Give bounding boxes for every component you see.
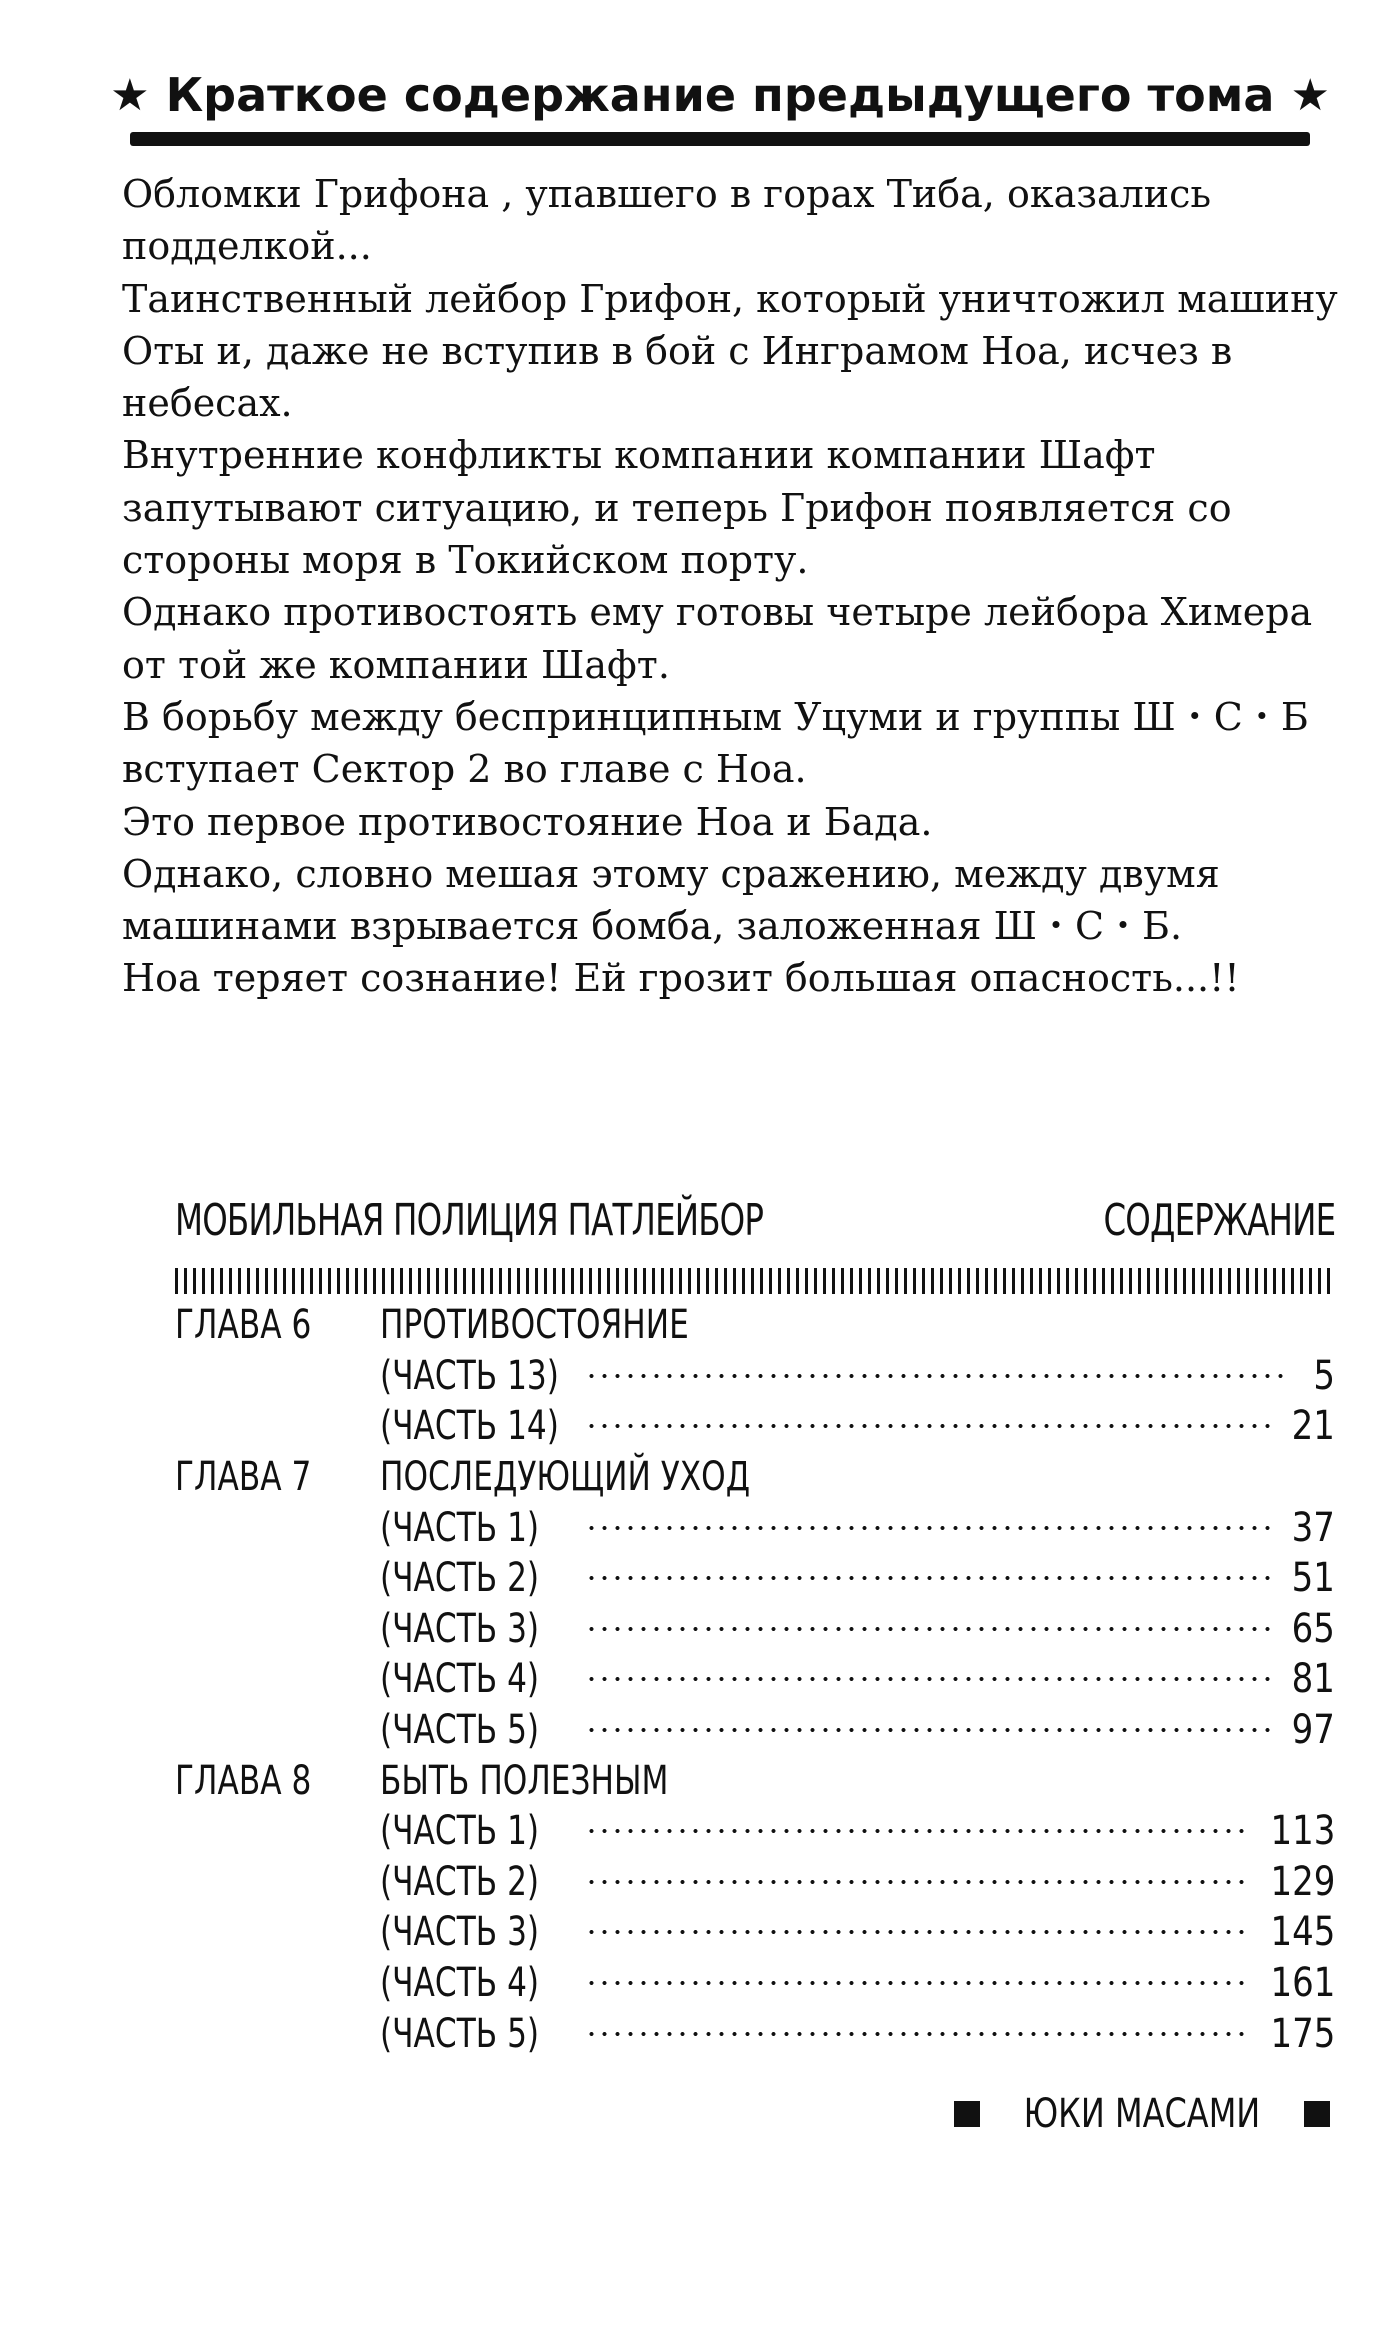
chapter-row bbox=[175, 1300, 1335, 1351]
part-row bbox=[175, 1604, 1335, 1655]
part-row bbox=[175, 2008, 1335, 2059]
page-number: 81 bbox=[1291, 1656, 1335, 1703]
part-row bbox=[175, 1401, 1335, 1452]
part-label: (ЧАСТЬ 4) bbox=[380, 1960, 540, 2007]
leader-dots bbox=[585, 1728, 1274, 1732]
leader-dots bbox=[585, 1374, 1285, 1378]
part-label: (ЧАСТЬ 13) bbox=[380, 1352, 559, 1399]
chapter-title: ПОСЛЕДУЮЩИЙ УХОД bbox=[380, 1454, 751, 1501]
chapter-row bbox=[175, 1452, 1335, 1503]
summary-paragraph: Внутренние конфликты компании компании Шафт запутывают ситуацию, и теперь Грифон появляется со стороны моря в Токийском порту. bbox=[122, 433, 1232, 583]
part-row bbox=[175, 1502, 1335, 1553]
leader-dots bbox=[585, 1981, 1249, 1985]
table-of-contents bbox=[175, 1300, 1335, 2059]
part-label: (ЧАСТЬ 4) bbox=[380, 1656, 540, 1703]
chapter-label: ГЛАВА 7 bbox=[175, 1454, 312, 1501]
summary-title: Краткое содержание предыдущего тома bbox=[165, 68, 1275, 122]
leader-dots bbox=[585, 1576, 1274, 1580]
page-number: 97 bbox=[1291, 1707, 1335, 1754]
summary-paragraph: Обломки Грифона , упавшего в горах Тиба, оказались подделкой... bbox=[122, 172, 1212, 269]
part-row bbox=[175, 1705, 1335, 1756]
series-title: МОБИЛЬНАЯ ПОЛИЦИЯ ПАТЛЕЙБОР bbox=[175, 1194, 764, 1246]
part-row bbox=[175, 1907, 1335, 1958]
summary-paragraph: Таинственный лейбор Грифон, который уничтожил машину Оты и, даже не вступив в бой с Инграмом Ноа, исчез в небесах. bbox=[122, 276, 1338, 426]
leader-dots bbox=[585, 1677, 1274, 1681]
part-row bbox=[175, 1351, 1335, 1402]
part-row bbox=[175, 1806, 1335, 1857]
page-number: 51 bbox=[1291, 1555, 1335, 1602]
part-row bbox=[175, 1958, 1335, 2009]
chapter-title: ПРОТИВОСТОЯНИЕ bbox=[380, 1302, 689, 1349]
chapter-row bbox=[175, 1755, 1335, 1806]
part-row bbox=[175, 1553, 1335, 1604]
page-number: 65 bbox=[1291, 1605, 1335, 1652]
page-number: 21 bbox=[1291, 1403, 1335, 1450]
author-name: ЮКИ МАСАМИ bbox=[1023, 2091, 1261, 2137]
leader-dots bbox=[585, 1627, 1274, 1631]
page-number: 161 bbox=[1270, 1960, 1335, 2007]
leader-dots bbox=[585, 1880, 1249, 1884]
part-label: (ЧАСТЬ 1) bbox=[380, 1808, 540, 1855]
leader-dots bbox=[585, 1829, 1249, 1833]
page-number: 175 bbox=[1270, 2010, 1335, 2057]
summary-text bbox=[122, 168, 1342, 1005]
chapter-label: ГЛАВА 8 bbox=[175, 1757, 312, 1804]
part-label: (ЧАСТЬ 3) bbox=[380, 1605, 540, 1652]
summary-paragraph: Это первое противостояние Ноа и Бада. bbox=[122, 799, 933, 844]
square-bullet-icon bbox=[1304, 2101, 1330, 2127]
part-label: (ЧАСТЬ 3) bbox=[380, 1909, 540, 1956]
summary-header bbox=[110, 60, 1330, 130]
tick-rule bbox=[175, 1268, 1330, 1294]
leader-dots bbox=[585, 1526, 1274, 1530]
leader-dots bbox=[585, 2032, 1249, 2036]
page-number: 5 bbox=[1313, 1352, 1335, 1399]
contents-heading: СОДЕРЖАНИЕ bbox=[1103, 1194, 1336, 1246]
page-number: 113 bbox=[1270, 1808, 1335, 1855]
part-label: (ЧАСТЬ 5) bbox=[380, 1707, 540, 1754]
chapter-title: БЫТЬ ПОЛЕЗНЫМ bbox=[380, 1757, 669, 1804]
part-label: (ЧАСТЬ 2) bbox=[380, 1858, 540, 1905]
summary-paragraph: Однако, словно мешая этому сражению, между двумя машинами взрывается бомба, заложенная Ш・С・Б. bbox=[122, 851, 1220, 949]
summary-paragraph: Однако противостоять ему готовы четыре лейбора Химера от той же компании Шафт. bbox=[122, 590, 1313, 687]
star-icon: ★ bbox=[110, 69, 150, 121]
page-number: 37 bbox=[1291, 1504, 1335, 1551]
part-row bbox=[175, 1654, 1335, 1705]
square-bullet-icon bbox=[954, 2101, 980, 2127]
leader-dots bbox=[585, 1930, 1249, 1934]
header-rule bbox=[130, 132, 1310, 146]
part-label: (ЧАСТЬ 2) bbox=[380, 1555, 540, 1602]
part-label: (ЧАСТЬ 5) bbox=[380, 2010, 540, 2057]
author-credit bbox=[954, 2086, 1330, 2142]
summary-paragraph: В борьбу между беспринципным Уцуми и группы Ш・С・Б вступает Сектор 2 во главе с Ноа. bbox=[122, 694, 1309, 792]
part-label: (ЧАСТЬ 14) bbox=[380, 1403, 559, 1450]
part-label: (ЧАСТЬ 1) bbox=[380, 1504, 540, 1551]
toc-header bbox=[175, 1185, 1336, 1255]
chapter-label: ГЛАВА 6 bbox=[175, 1302, 312, 1349]
page-number: 129 bbox=[1270, 1858, 1335, 1905]
summary-paragraph: Ноа теряет сознание! Ей грозит большая опасность...!! bbox=[122, 956, 1240, 1001]
page-number: 145 bbox=[1270, 1909, 1335, 1956]
leader-dots bbox=[585, 1424, 1274, 1428]
star-icon: ★ bbox=[1290, 69, 1330, 121]
part-row bbox=[175, 1857, 1335, 1908]
